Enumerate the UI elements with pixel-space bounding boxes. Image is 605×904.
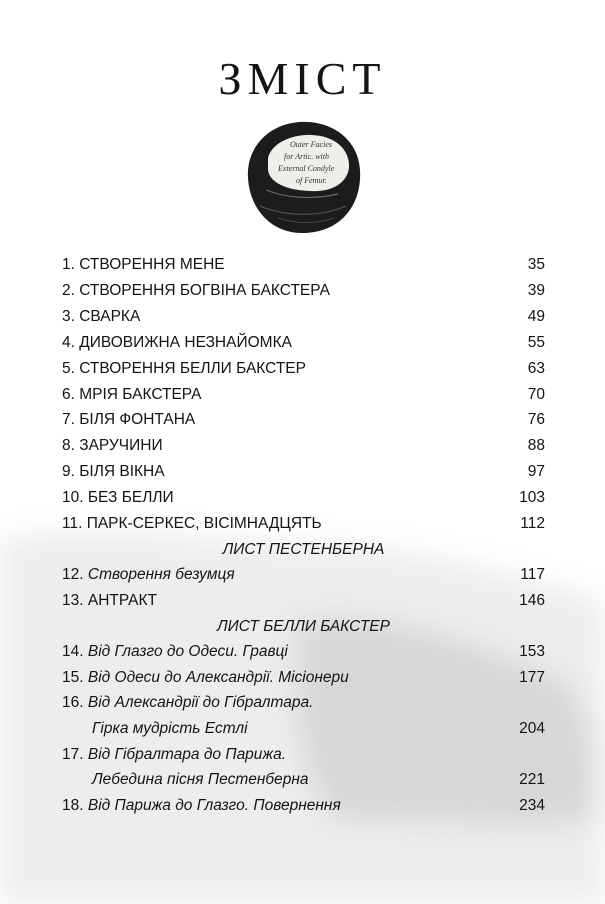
- toc-entry-number: 18.: [62, 797, 84, 814]
- toc-entry[interactable]: [62, 411, 545, 435]
- page-title: ЗМІСТ: [218, 53, 387, 104]
- toc-entry-page: 177: [519, 669, 545, 686]
- emblem-line-4: of Femur.: [296, 176, 327, 185]
- toc-entry-title: Створення безумця: [87, 566, 235, 583]
- section-heading: ЛИСТ БЕЛЛИ БАКСТЕР: [217, 618, 390, 635]
- toc-entry-number: 17.: [62, 746, 84, 763]
- toc-entry-label: 2. СТВОРЕННЯ БОГВІНА БАКСТЕРА: [62, 282, 330, 299]
- toc-entry-label: 10. БЕЗ БЕЛЛИ: [62, 489, 174, 506]
- toc-entry-page: 153: [519, 643, 545, 660]
- toc-entry-page: 88: [527, 437, 545, 454]
- toc-entry[interactable]: [62, 463, 545, 487]
- toc-entry-label: 4. ДИВОВИЖНА НЕЗНАЙОМКА: [62, 334, 292, 351]
- toc-entry-label: [62, 669, 349, 687]
- toc-entry-number: 14.: [62, 643, 84, 660]
- toc-entry[interactable]: [62, 694, 545, 718]
- toc-entry[interactable]: [62, 669, 545, 693]
- toc-entry-title: Від Гібралтара до Парижа.: [87, 746, 287, 763]
- toc-entry[interactable]: [62, 797, 545, 821]
- toc-entry[interactable]: [62, 256, 545, 280]
- toc-entry-label: 13. АНТРАКТ: [62, 592, 157, 609]
- toc-entry[interactable]: [62, 282, 545, 306]
- toc-entry-page: 35: [527, 256, 545, 273]
- toc-entry-number: 12.: [62, 566, 84, 583]
- toc-entry-label: 6. МРІЯ БАКСТЕРА: [62, 386, 202, 403]
- toc-entry-page: 76: [527, 411, 545, 428]
- toc-entry-label: 11. ПАРК-СЕРКЕС, ВІСІМНАДЦЯТЬ: [62, 515, 322, 532]
- toc-entry-page: 117: [520, 566, 545, 583]
- toc-entry-page: 103: [519, 489, 545, 506]
- toc-entry-number: 16.: [62, 694, 84, 711]
- toc-entry-title: Від Глазго до Одеси. Гравці: [87, 643, 288, 660]
- emblem-line-3: External Condyle: [278, 164, 335, 173]
- toc-entry[interactable]: [62, 643, 545, 667]
- toc-entry-page: 112: [520, 515, 545, 532]
- toc-entry-page: 70: [527, 386, 545, 403]
- toc-entry-page: 55: [527, 334, 545, 351]
- toc-entry[interactable]: [62, 592, 545, 616]
- toc-entry-label: [62, 643, 288, 661]
- toc-entry[interactable]: [62, 308, 545, 332]
- toc-entry-page: 146: [519, 592, 545, 609]
- toc-entry-title: Від Одеси до Александрії. Місіонери: [87, 669, 349, 686]
- toc-entry-page: 234: [519, 797, 545, 814]
- toc-entry-title: Від Парижа до Глазго. Повернення: [87, 797, 341, 814]
- engraved-seal-icon: [238, 114, 366, 238]
- toc-entry-label: 9. БІЛЯ ВІКНА: [62, 463, 165, 480]
- toc-entry-label: 8. ЗАРУЧИНИ: [62, 437, 163, 454]
- toc-entry-page: 49: [527, 308, 545, 325]
- emblem-line-1: Outer Facies: [290, 140, 332, 149]
- toc-entry-page: 39: [527, 282, 545, 299]
- toc-entry-label: [62, 797, 341, 815]
- toc-entry-subtitle: Гірка мудрість Естлі: [92, 720, 248, 737]
- toc-entry-label: [62, 746, 286, 764]
- toc-entry-subtitle: Лебедина пісня Пестенберна: [92, 771, 309, 788]
- toc-entry[interactable]: [62, 515, 545, 539]
- toc-entry-page: 221: [519, 771, 545, 788]
- toc-entry-number: 15.: [62, 669, 84, 686]
- toc-entry-label: [62, 566, 235, 584]
- toc-entry-title: Від Александрії до Гібралтара.: [87, 694, 314, 711]
- toc-entry-continuation[interactable]: [62, 720, 545, 744]
- toc-entry[interactable]: [62, 386, 545, 410]
- emblem-line-2: for Artic. with: [284, 152, 329, 161]
- toc-entry[interactable]: [62, 746, 545, 770]
- toc-entry[interactable]: [62, 566, 545, 590]
- toc-entry[interactable]: [62, 489, 545, 513]
- toc-entry-label: 1. СТВОРЕННЯ МЕНЕ: [62, 256, 225, 273]
- toc-entry-label: 3. СВАРКА: [62, 308, 141, 325]
- toc-entry-label: 7. БІЛЯ ФОНТАНА: [62, 411, 196, 428]
- toc-entry-label: [62, 694, 313, 712]
- toc-entry-page: 63: [527, 360, 545, 377]
- toc-entry-continuation[interactable]: [62, 771, 545, 795]
- toc-entry[interactable]: [62, 334, 545, 358]
- toc-entry[interactable]: [62, 437, 545, 461]
- toc-entry-label: 5. СТВОРЕННЯ БЕЛЛИ БАКСТЕР: [62, 360, 306, 377]
- toc-entry-page: 204: [519, 720, 545, 737]
- toc-entry-page: 97: [527, 463, 545, 480]
- section-heading: ЛИСТ ПЕСТЕНБЕРНА: [222, 541, 385, 558]
- toc-entry[interactable]: [62, 360, 545, 384]
